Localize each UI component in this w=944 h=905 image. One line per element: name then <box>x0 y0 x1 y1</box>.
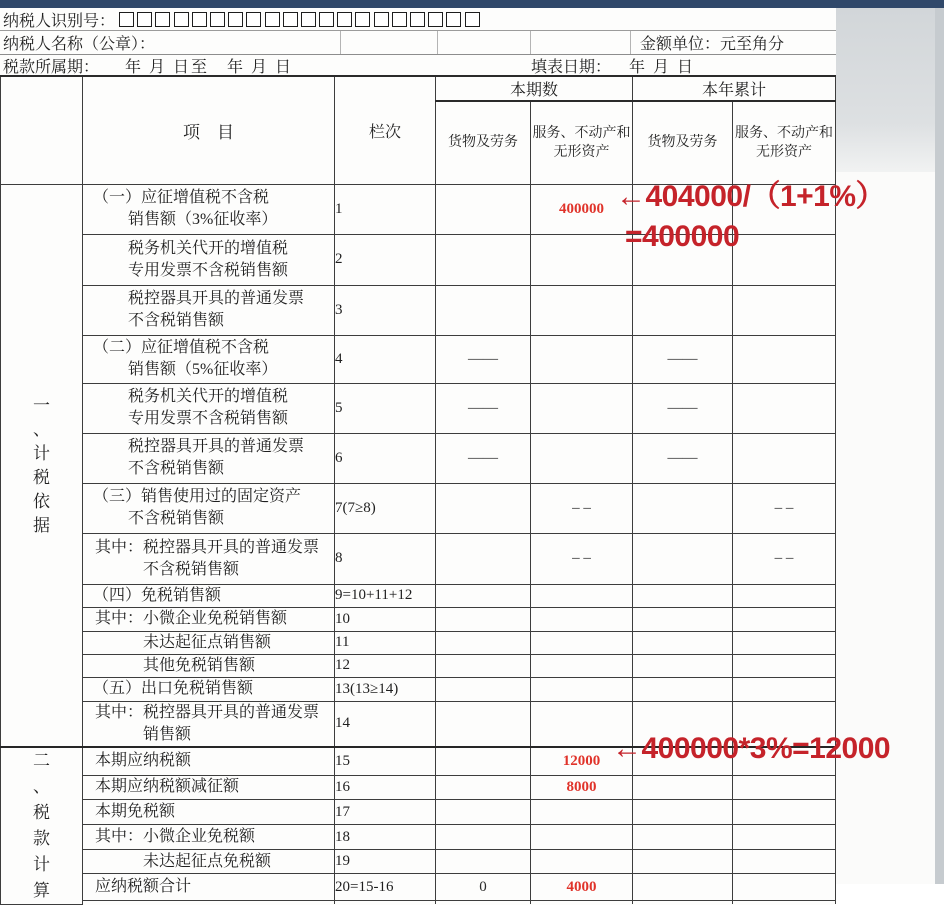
value-services-current[interactable] <box>531 654 633 677</box>
row-label <box>83 187 334 231</box>
value-goods-ytd[interactable] <box>633 825 733 849</box>
table-row <box>1 849 836 873</box>
column-header-services-current: 服务、不动产和无形资产 <box>531 101 633 184</box>
value-services-current[interactable] <box>531 335 633 383</box>
section-label-char: 计 <box>33 443 50 463</box>
value-services-ytd[interactable] <box>733 849 836 873</box>
value-services-current[interactable]: 4000 <box>531 874 633 901</box>
value-services-current[interactable] <box>531 234 633 285</box>
value-goods-current[interactable] <box>436 285 531 335</box>
tax-period-label: 税款所属期： <box>3 58 100 76</box>
table-row <box>1 584 836 607</box>
value-services-current[interactable]: – – <box>531 533 633 584</box>
row-label-line: （二）应征增值税不含税 <box>93 339 270 356</box>
row-label-line: 销售额 <box>143 725 192 743</box>
row-label-line: 未达起征点免税额 <box>143 852 272 870</box>
row-label-line: 其中：小微企业免税销售额 <box>95 610 288 627</box>
value-services-ytd[interactable] <box>733 775 836 799</box>
row-number-cell: 9=10+11+12 <box>335 584 436 607</box>
value-goods-current[interactable]: —— <box>436 433 531 483</box>
value-goods-current[interactable] <box>436 483 531 533</box>
section-label-2 <box>1 747 83 905</box>
row-label <box>83 826 334 848</box>
row-label-line: 不含税销售额 <box>128 460 225 477</box>
row-label <box>83 608 334 630</box>
annotation-sales-calc-line2: =400000 <box>625 220 740 253</box>
column-group-current-period: 本期数 <box>436 76 633 101</box>
id-box <box>301 12 316 27</box>
row-number-cell: 4 <box>335 335 436 383</box>
value-goods-ytd[interactable]: —— <box>633 433 733 483</box>
table-row <box>1 533 836 584</box>
value-goods-ytd[interactable]: —— <box>633 335 733 383</box>
cell-divider <box>437 31 438 54</box>
value-services-current[interactable] <box>531 631 633 654</box>
row-number-cell: 18 <box>335 825 436 849</box>
column-header-goods-current: 货物及劳务 <box>436 101 531 184</box>
value-goods-current[interactable] <box>436 677 531 701</box>
tax-period-row <box>0 55 836 75</box>
value-goods-current[interactable] <box>436 825 531 849</box>
section-label-char: 、 <box>33 419 50 439</box>
value-services-current[interactable] <box>531 849 633 873</box>
row-label <box>83 632 334 654</box>
row-label-line: （三）销售使用过的固定资产 <box>93 488 302 505</box>
row-label-line: （四）免税销售额 <box>93 586 222 604</box>
row-label <box>83 386 334 430</box>
table-body <box>1 184 836 904</box>
row-number-cell: 1 <box>335 184 436 234</box>
section-label-char: 计 <box>33 855 50 874</box>
id-box <box>155 12 170 27</box>
column-header-item: 项 目 <box>83 76 335 184</box>
row-label-line: 税务机关代开的增值税 <box>128 388 289 405</box>
row-label-line: 其中：税控器具开具的普通发票 <box>95 703 320 721</box>
value-goods-ytd[interactable] <box>633 677 733 701</box>
column-header-lanci: 栏次 <box>335 76 436 184</box>
row-number-cell: 11 <box>335 631 436 654</box>
row-label-line: 其中：税控器具开具的普通发票 <box>95 538 320 556</box>
cell-divider <box>630 31 631 54</box>
value-goods-ytd[interactable] <box>633 631 733 654</box>
row-number-cell: 13(13≥14) <box>335 677 436 701</box>
value-goods-current[interactable] <box>436 849 531 873</box>
value-services-current[interactable] <box>531 383 633 433</box>
value-goods-ytd[interactable] <box>633 800 733 825</box>
id-box <box>283 12 298 27</box>
row-label <box>83 585 334 607</box>
column-group-year-total: 本年累计 <box>633 76 836 101</box>
value-goods-ytd[interactable]: —— <box>633 383 733 433</box>
value-goods-current[interactable] <box>436 747 531 776</box>
value-services-ytd[interactable] <box>733 285 836 335</box>
row-label <box>83 776 334 798</box>
value-goods-current[interactable] <box>436 533 531 584</box>
row-number-cell: 6 <box>335 433 436 483</box>
value-goods-ytd[interactable] <box>633 849 733 873</box>
row-label <box>83 851 334 873</box>
value-services-ytd[interactable] <box>733 874 836 901</box>
id-box <box>465 12 480 27</box>
row-label-line: 本期免税额 <box>95 803 176 821</box>
taxpayer-id-boxes <box>119 12 483 27</box>
value-goods-ytd[interactable] <box>633 533 733 584</box>
row-label <box>83 486 334 530</box>
value-services-ytd[interactable] <box>733 800 836 825</box>
value-services-ytd[interactable] <box>733 631 836 654</box>
row-label-line: 税务机关代开的增值税 <box>128 239 289 257</box>
value-services-current[interactable] <box>531 677 633 701</box>
row-number-cell: 20=15-16 <box>335 874 436 901</box>
row-number-cell: 19 <box>335 849 436 873</box>
row-label <box>83 337 334 381</box>
value-goods-current[interactable]: 0 <box>436 874 531 901</box>
row-label-line: 销售额（3%征收率） <box>128 211 278 228</box>
table-row <box>1 483 836 533</box>
id-box <box>246 12 261 27</box>
table-row <box>1 825 836 849</box>
taxpayer-id-label: 纳税人识别号： <box>3 12 116 30</box>
column-header-services-ytd: 服务、不动产和无形资产 <box>733 101 836 184</box>
row-label-line: 不含税销售额 <box>128 312 225 329</box>
section-label-char: 税 <box>33 467 50 487</box>
row-number-cell: 7(7≥8) <box>335 483 436 533</box>
value-goods-current[interactable] <box>436 800 531 825</box>
id-box <box>392 12 407 27</box>
section-label-char: 、 <box>33 777 50 796</box>
table-row <box>1 335 836 383</box>
row-label <box>83 288 334 332</box>
row-number-cell: 17 <box>335 800 436 825</box>
row-number-cell: 2 <box>335 234 436 285</box>
background-area <box>836 8 944 172</box>
row-number-cell: 3 <box>335 285 436 335</box>
row-number-cell: 15 <box>335 747 436 776</box>
value-goods-ytd[interactable] <box>633 775 733 799</box>
value-services-current[interactable]: 8000 <box>531 775 633 799</box>
value-services-ytd[interactable] <box>733 433 836 483</box>
value-goods-current[interactable] <box>436 184 531 234</box>
value-services-current[interactable] <box>531 433 633 483</box>
id-box <box>374 12 389 27</box>
cell-divider <box>530 31 531 54</box>
value-goods-current[interactable] <box>436 234 531 285</box>
value-services-ytd[interactable] <box>733 383 836 433</box>
value-goods-current[interactable] <box>436 775 531 799</box>
section-label-char: 税 <box>33 803 50 822</box>
taxpayer-name-label: 纳税人名称（公章）： <box>3 36 156 53</box>
value-services-ytd[interactable] <box>733 825 836 849</box>
value-services-current[interactable] <box>531 285 633 335</box>
value-services-ytd[interactable] <box>733 584 836 607</box>
id-box <box>319 12 334 27</box>
value-services-ytd[interactable] <box>733 234 836 285</box>
fill-date-value: 年 月 日 <box>629 58 696 76</box>
row-label-line: 税控器具开具的普通发票 <box>128 438 305 455</box>
id-box <box>210 12 225 27</box>
value-services-ytd[interactable]: – – <box>733 483 836 533</box>
taxpayer-name-row <box>0 31 836 55</box>
section-label-char: 二 <box>33 751 50 770</box>
table-row-partial <box>1 900 836 904</box>
row-label <box>83 702 334 746</box>
row-label-line: 其他免税销售额 <box>143 656 256 674</box>
table-row <box>1 775 836 799</box>
id-box <box>137 12 152 27</box>
row-label-line: 应纳税额合计 <box>95 878 192 895</box>
row-label-line: 本期应纳税额减征额 <box>95 778 240 796</box>
value-goods-current[interactable] <box>436 654 531 677</box>
value-goods-ytd[interactable] <box>633 874 733 901</box>
taxpayer-id-row <box>0 8 836 31</box>
column-header-goods-ytd: 货物及劳务 <box>633 101 733 184</box>
row-number-cell: 16 <box>335 775 436 799</box>
id-box <box>174 12 189 27</box>
value-services-current[interactable] <box>531 584 633 607</box>
section-label-char: 款 <box>33 829 50 848</box>
table-row <box>1 607 836 631</box>
row-label-line: 不含税销售额 <box>143 560 240 578</box>
value-services-current[interactable] <box>531 800 633 825</box>
row-label <box>83 678 334 700</box>
table-row <box>1 874 836 901</box>
id-box <box>410 12 425 27</box>
row-label-line: （一）应征增值税不含税 <box>93 189 270 206</box>
row-number-cell: 10 <box>335 607 436 631</box>
row-label <box>83 876 334 898</box>
cell-divider <box>340 31 341 54</box>
value-goods-ytd[interactable] <box>633 654 733 677</box>
value-goods-current[interactable]: —— <box>436 335 531 383</box>
row-label <box>83 750 334 772</box>
id-box <box>265 12 280 27</box>
value-goods-current[interactable]: —— <box>436 383 531 433</box>
table-row <box>1 433 836 483</box>
section-label-char: 依 <box>33 491 50 511</box>
table-row <box>1 677 836 701</box>
row-number-cell: 12 <box>335 654 436 677</box>
annotation-tax-calc: ←400000*3%=12000 <box>612 732 891 765</box>
value-services-ytd[interactable] <box>733 677 836 701</box>
row-label-line: 专用发票不含税销售额 <box>128 261 289 279</box>
value-goods-ytd[interactable] <box>633 285 733 335</box>
id-box <box>355 12 370 27</box>
section-label-char: 一 <box>33 395 50 415</box>
row-label-line: 不含税销售额 <box>128 510 225 527</box>
window-top-bar <box>0 0 944 8</box>
table-row <box>1 631 836 654</box>
value-goods-ytd[interactable] <box>633 584 733 607</box>
row-label <box>83 801 334 823</box>
row-label <box>83 436 334 480</box>
row-number-cell: 5 <box>335 383 436 433</box>
section-label-1 <box>1 184 83 747</box>
row-number-cell: 14 <box>335 701 436 747</box>
id-box <box>337 12 352 27</box>
annotation-sales-calc-line1: ←404000/（1+1%） <box>616 180 886 213</box>
section-label-char: 据 <box>33 515 50 535</box>
value-services-current[interactable]: 400000 <box>531 184 633 234</box>
fill-date-group <box>528 54 695 77</box>
value-goods-current[interactable] <box>436 607 531 631</box>
row-label-line: 其中：小微企业免税额 <box>95 828 256 846</box>
table-row <box>1 285 836 335</box>
id-box <box>228 12 243 27</box>
value-services-ytd[interactable] <box>733 607 836 631</box>
row-label-line: 本期应纳税额 <box>95 752 192 770</box>
value-services-ytd[interactable] <box>733 335 836 383</box>
row-label <box>83 655 334 677</box>
value-goods-ytd[interactable] <box>633 607 733 631</box>
row-label <box>83 537 334 581</box>
tax-period-value: 年 月 日至 年 月 日 <box>125 58 294 76</box>
value-services-current[interactable] <box>531 825 633 849</box>
table-row <box>1 800 836 825</box>
value-services-current[interactable]: 12000 <box>531 747 633 776</box>
window-right-edge <box>935 8 944 884</box>
row-label <box>83 238 334 282</box>
table-row <box>1 383 836 433</box>
section-label-char: 算 <box>33 881 50 900</box>
id-box <box>119 12 134 27</box>
row-label-line: 专用发票不含税销售额 <box>128 410 289 427</box>
id-box <box>428 12 443 27</box>
amount-unit-label: 金额单位：元至角分 <box>640 36 785 53</box>
value-services-ytd[interactable] <box>733 654 836 677</box>
row-label-line: 未达起征点销售额 <box>143 633 272 651</box>
row-number-cell: 8 <box>335 533 436 584</box>
value-goods-current[interactable] <box>436 631 531 654</box>
corner-cell <box>1 76 83 184</box>
id-box <box>192 12 207 27</box>
table-row <box>1 654 836 677</box>
id-box <box>446 12 461 27</box>
row-label-line: 销售额（5%征收率） <box>128 361 278 378</box>
value-services-ytd[interactable]: – – <box>733 533 836 584</box>
value-services-current[interactable]: – – <box>531 483 633 533</box>
fill-date-label: 填表日期： <box>531 58 612 76</box>
row-label-line: （五）出口免税销售额 <box>93 680 254 697</box>
value-goods-current[interactable] <box>436 701 531 747</box>
value-goods-ytd[interactable] <box>633 483 733 533</box>
value-goods-current[interactable] <box>436 584 531 607</box>
value-services-current[interactable] <box>531 607 633 631</box>
row-label-line: 税控器具开具的普通发票 <box>128 290 305 307</box>
